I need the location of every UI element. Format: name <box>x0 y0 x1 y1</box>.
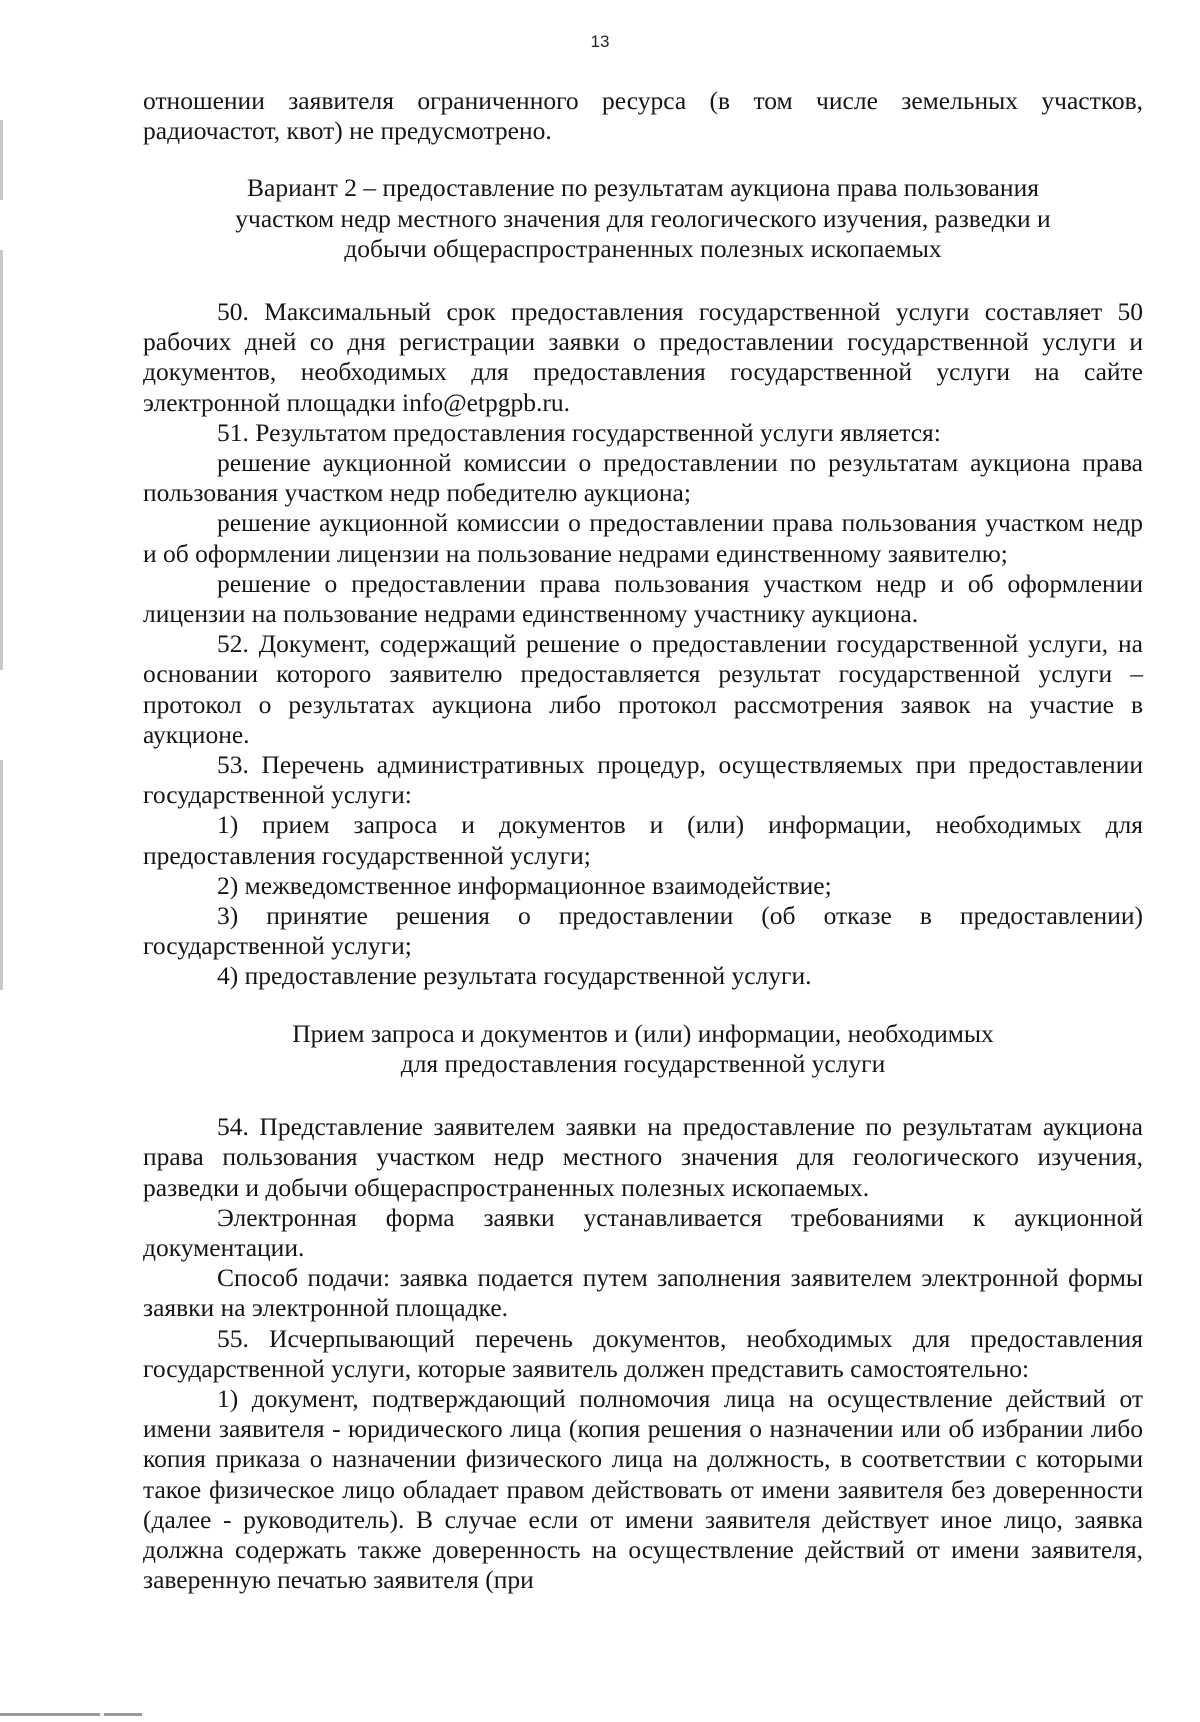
scan-foot-mark <box>0 1713 100 1716</box>
paragraph-51: 51. Результатом предоставления государственной услуги является: <box>217 417 941 447</box>
paragraph-50: 50. Максимальный срок предоставления государственной услуги составляет 50 рабочих дней со дня регистрации заявки о предоставлении государственной услуги и документов, необходимых для предоставления государственной услуги на сайте электронной площадки info@etpgpb.ru. <box>143 297 1143 417</box>
scan-edge-mark <box>0 250 3 670</box>
paragraph-52: 52. Документ, содержащий решение о предоставлении государственной услуги, на основании которого заявителю предоставляется результат государственной услуги – протокол о результатах аукциона либо протокол рассмотрения заявок на участие в аукционе. <box>143 629 1143 749</box>
result-item: решение аукционной комиссии о предоставлении права пользования участком недр и об оформлении лицензии на пользование недрами единственному заявителю; <box>143 508 1143 568</box>
submission-method-paragraph: Способ подачи: заявка подается путем заполнения заявителем электронной формы заявки на электронной площадке. <box>143 1263 1143 1323</box>
paragraph-55: 55. Исчерпывающий перечень документов, необходимых для предоставления государственной услуги, которые заявитель должен представить самостоятельно: <box>143 1323 1143 1383</box>
result-item: решение о предоставлении права пользования участком недр и об оформлении лицензии на пользование недрами единственному участнику аукциона. <box>143 568 1143 629</box>
procedure-item: 4) предоставление результата государственной услуги. <box>217 961 812 991</box>
heading-line: участком недр местного значения для геологического изучения, разведки и <box>235 203 1051 233</box>
heading-line: для предоставления государственной услуги <box>400 1048 886 1078</box>
scan-edge-mark <box>0 760 3 990</box>
procedure-item: 2) межведомственное информационное взаимодействие; <box>217 870 832 900</box>
section-heading-variant-2 <box>143 173 1143 264</box>
page-number: 13 <box>590 32 610 51</box>
scan-foot-mark <box>104 1713 142 1716</box>
section-heading-reception <box>143 1019 1143 1079</box>
paragraph-54: 54. Представление заявителем заявки на предоставление по результатам аукциона права пользования участком недр местного значения для геологического изучения, разведки и добычи общераспространенных полезных ископаемых. <box>143 1112 1143 1202</box>
result-item: решение аукционной комиссии о предоставлении по результатам аукциона права пользования участком недр победителю аукциона; <box>143 448 1143 508</box>
heading-line: Прием запроса и документов и (или) информации, необходимых <box>292 1018 994 1048</box>
scan-edge-mark <box>0 120 3 200</box>
opening-paragraph: отношении заявителя ограниченного ресурса (в том числе земельных участков, радиочастот, квот) не предусмотрено. <box>143 86 1143 146</box>
application-form-paragraph: Электронная форма заявки устанавливается требованиями к аукционной документации. <box>143 1202 1143 1262</box>
heading-line: добычи общераспространенных полезных ископаемых <box>344 233 942 263</box>
heading-line: Вариант 2 – предоставление по результатам аукциона права пользования <box>247 173 1039 203</box>
document-list-item: 1) документ, подтверждающий полномочия лица на осуществление действий от имени заявителя - юридического лица (копия решения о назначении или об избрании либо копия приказа о назначении физического лица на должность, в соответствии с которыми такое физическое лицо обладает правом действовать от имени заявителя без доверенности (далее - руководитель). В случае если от имени заявителя действует иное лицо, заявка должна содержать также доверенность на осуществление действий от имени заявителя, заверенную печатью заявителя (при <box>143 1383 1143 1595</box>
procedure-item: 3) принятие решения о предоставлении (об отказе в предоставлении) государственной услуги; <box>143 901 1143 961</box>
procedure-item: 1) прием запроса и документов и (или) информации, необходимых для предоставления государственной услуги; <box>143 810 1143 870</box>
paragraph-53: 53. Перечень административных процедур, осуществляемых при предоставлении государственной услуги: <box>143 750 1143 810</box>
document-body <box>143 86 1143 1595</box>
